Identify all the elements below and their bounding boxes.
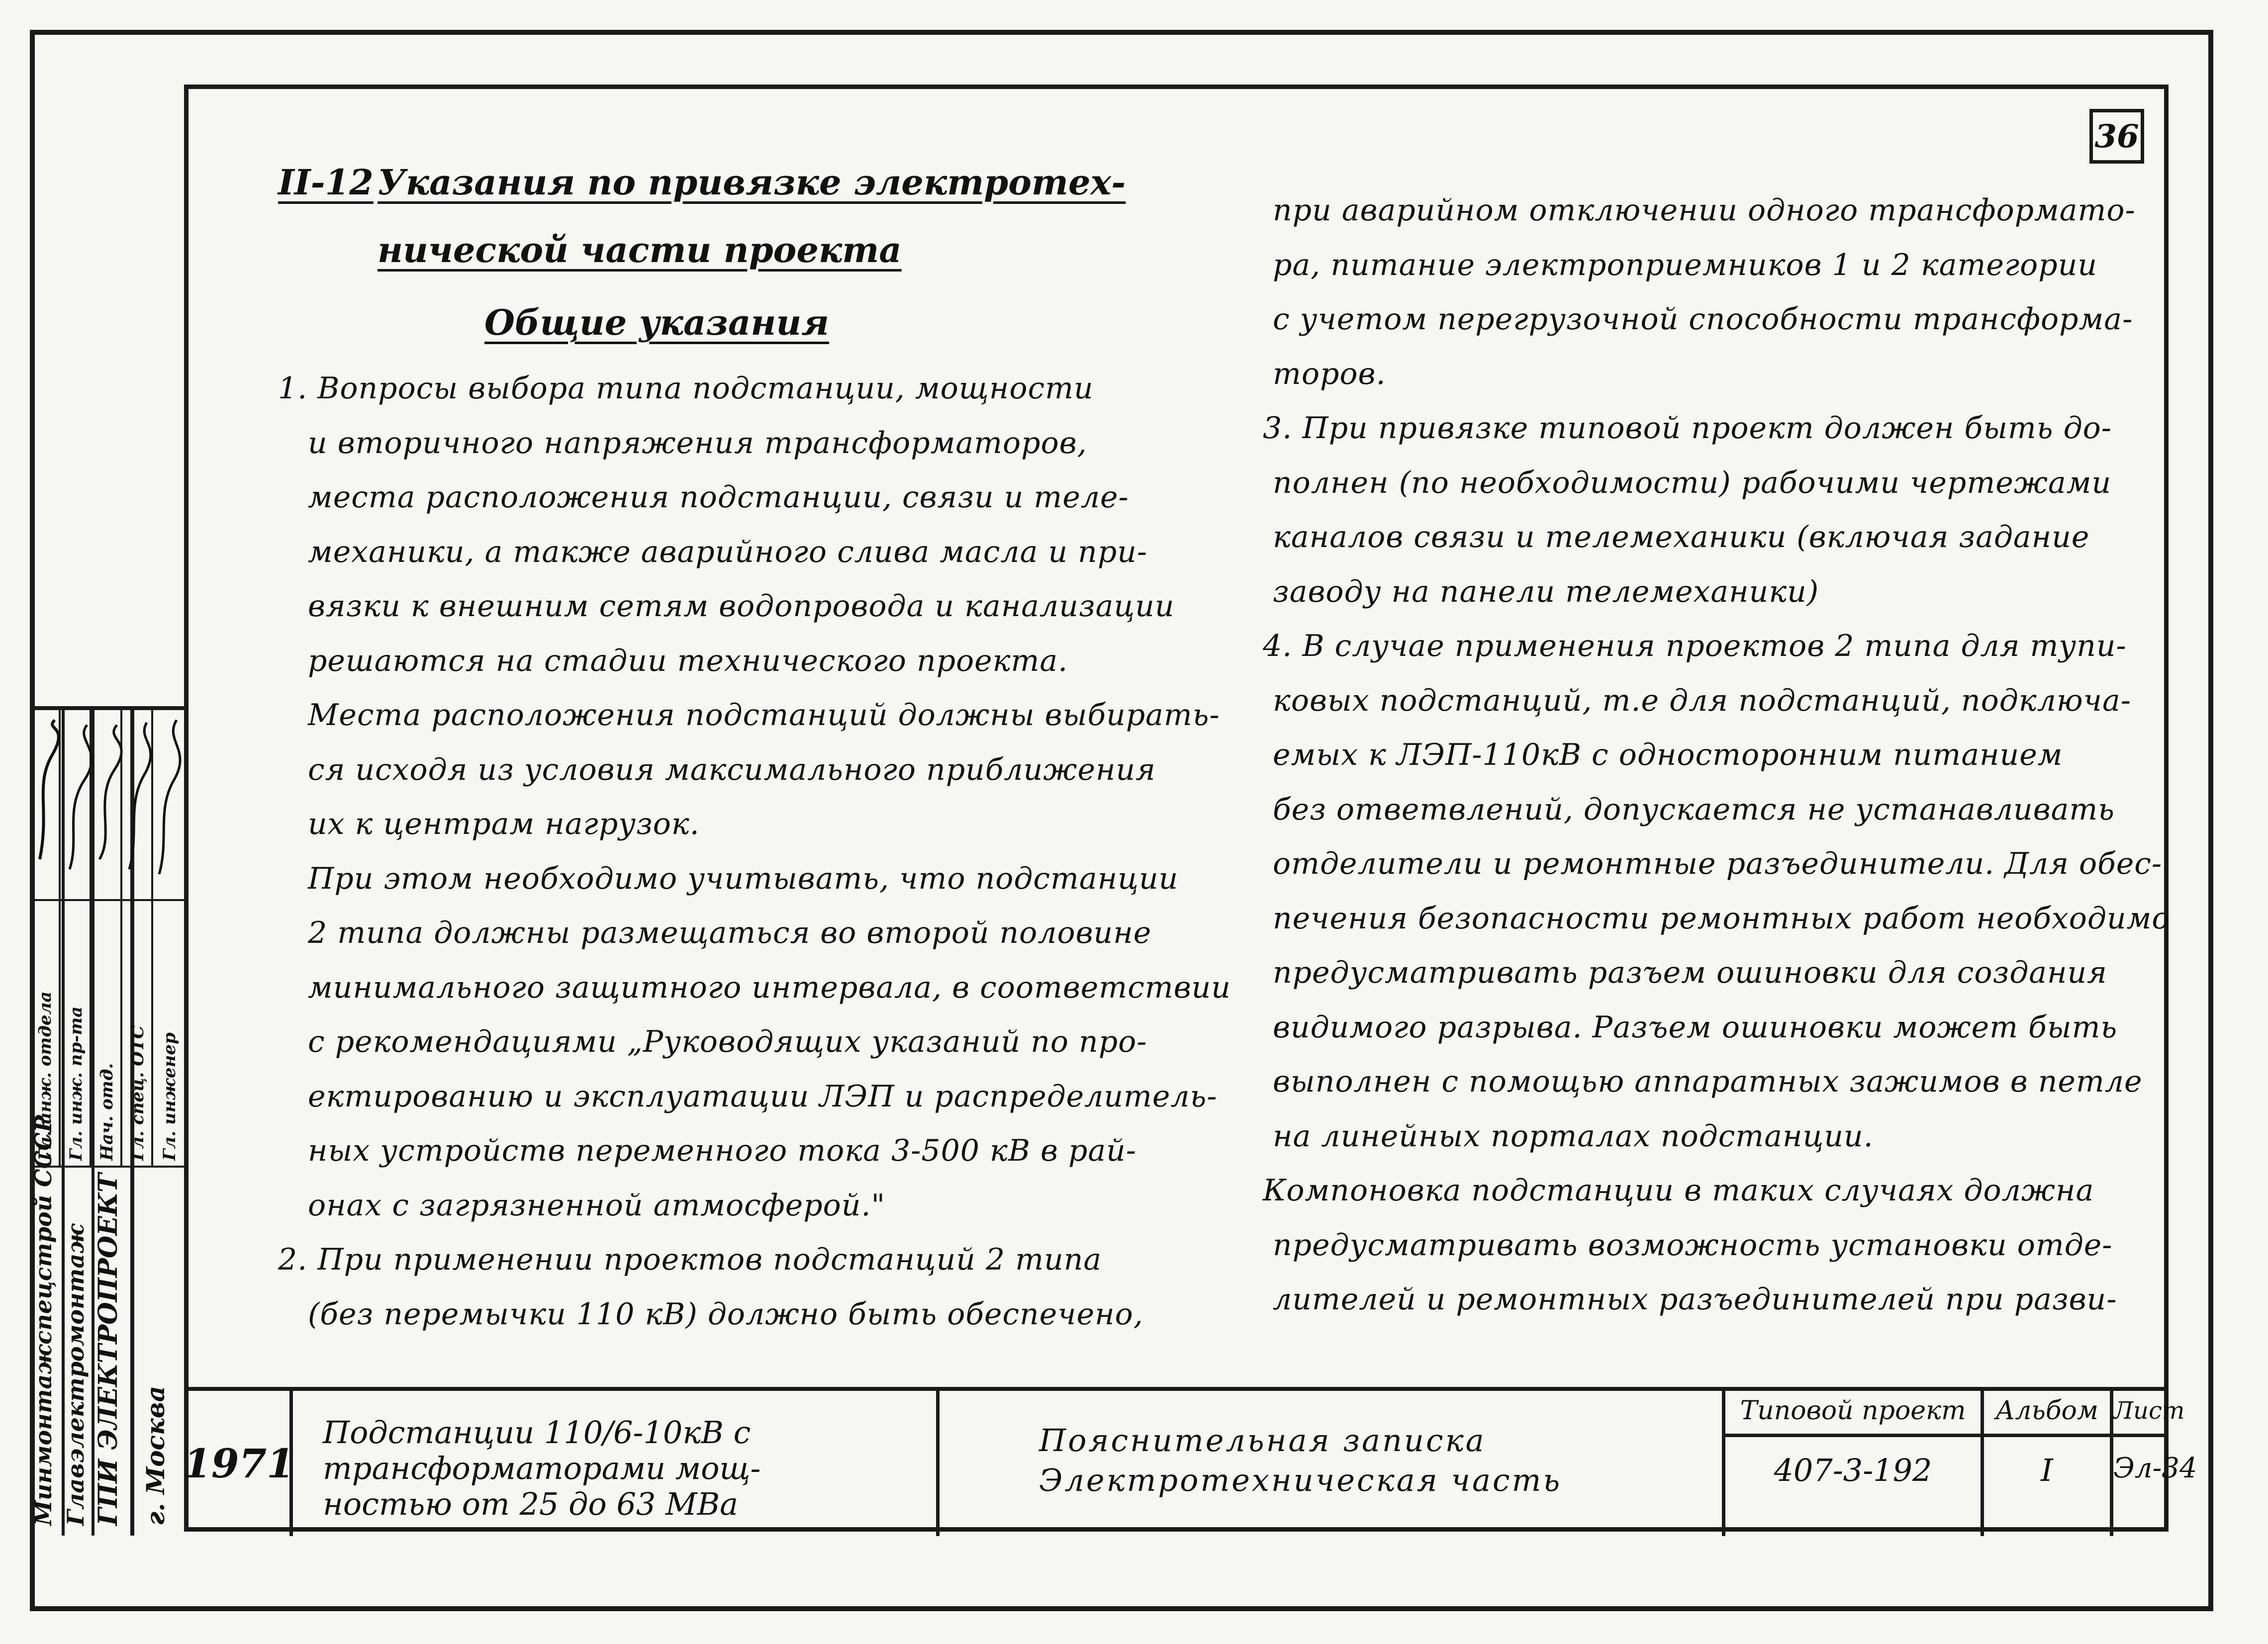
text-line: ся исходя из условия максимального приближения: [308, 752, 1156, 787]
text-line: При этом необходимо учитывать, что подстанции: [308, 861, 1179, 896]
text-line: с рекомендациями „Руководящих указаний по про-: [308, 1024, 1147, 1059]
year: 1971: [189, 1391, 293, 1536]
text-line: 2. При применении проектов подстанций 2 типа: [278, 1242, 1102, 1277]
text-line: отделители и ремонтные разъединители. Для обес-: [1273, 846, 2163, 881]
text-line: предусматривать разъем ошиновки для создания: [1273, 955, 2107, 990]
stamp-org-3: ГПИ ЭЛЕКТРОПРОЕКТ: [93, 1173, 123, 1526]
subheading: Общие указания: [484, 302, 829, 343]
text-line: печения безопасности ремонтных работ необходимо: [1273, 901, 2171, 936]
text-line: при аварийном отключении одного трансформато-: [1273, 193, 2136, 228]
left-text-block: [278, 362, 1231, 1342]
text-line: каналов связи и телемеханики (включая задание: [1273, 520, 2090, 554]
text-line: решаются на стадии технического проекта.: [308, 643, 1068, 678]
album-label: Альбом: [1984, 1391, 2110, 1437]
signature-scribbles: [30, 710, 184, 899]
title-line-2: нической части проекта: [378, 229, 902, 271]
text-line: 2 типа должны размещаться во второй половине: [308, 915, 1152, 950]
text-line: предусматривать возможность установки отде-: [1273, 1227, 2113, 1263]
project-cell: [1725, 1391, 1984, 1536]
text-line: и вторичного напряжения трансформаторов,: [308, 425, 1087, 460]
stamp-org-2: Главэлектромонтаж: [62, 1223, 89, 1526]
text-line: торов.: [1273, 356, 1386, 391]
project-label: Типовой проект: [1725, 1391, 1981, 1437]
text-line: лителей и ремонтных разъединителей при разви-: [1273, 1282, 2117, 1317]
document-name: Пояснительная записка Электротехническая часть: [940, 1391, 1725, 1536]
text-line: Компоновка подстанции в таких случаях должна: [1263, 1173, 2094, 1208]
drawing-title: Подстанции 110/6-10кВ с трансформаторами мощ- ностью от 25 до 63 МВа: [293, 1391, 940, 1536]
project-number: 407-3-192: [1774, 1452, 1932, 1488]
text-line: онах с загрязненной атмосферой.": [308, 1187, 886, 1223]
page-number: 36: [2089, 109, 2144, 164]
title-line-1: Указания по привязке электротех-: [378, 162, 1126, 203]
text-line: ектированию и эксплуатации ЛЭП и распределитель-: [308, 1079, 1218, 1114]
section-number: II-12: [278, 162, 374, 203]
sheet-frame: [184, 85, 2197, 1532]
text-line: их к центрам нагрузок.: [308, 807, 700, 841]
text-line: места расположения подстанции, связи и теле-: [308, 480, 1129, 515]
text-line: Места расположения подстанций должны выбирать-: [308, 698, 1220, 732]
organization-stamp: [30, 706, 184, 1536]
text-line: без ответвлений, допускается не устанавливать: [1273, 792, 2115, 827]
sheet-number: Эл-34: [2113, 1452, 2197, 1484]
stamp-org-1: Минмонтажспецстрой СССР: [30, 1115, 57, 1526]
text-line: емых к ЛЭП-110кВ с односторонним питанием: [1273, 737, 2063, 772]
text-line: полнен (по необходимости) рабочими чертежами: [1273, 465, 2112, 500]
text-line: 1. Вопросы выбора типа подстанции, мощности: [278, 371, 1094, 406]
text-line: на линейных порталах подстанции.: [1273, 1118, 1874, 1154]
stamp-org-4: г. Москва: [141, 1385, 170, 1526]
text-line: 3. При привязке типовой проект должен быть до-: [1263, 411, 2112, 446]
text-line: ковых подстанций, т.е для подстанций, подключа-: [1273, 683, 2132, 718]
text-line: ра, питание электроприемников 1 и 2 категории: [1273, 247, 2097, 282]
text-line: (без перемычки 110 кВ) должно быть обеспечено,: [308, 1296, 1143, 1332]
text-line: минимального защитного интервала, в соответствии: [308, 970, 1231, 1005]
text-line: 4. В случае применения проектов 2 типа для тупи-: [1263, 629, 2127, 663]
signature-grid: Гл. инж. отдела Гл. инж. пр-та Нач. отд. Гл. спец. ОТС Гл. инженер: [30, 710, 184, 1168]
section-title: [278, 149, 1223, 216]
right-column: [1263, 183, 2171, 1327]
text-line: механики, а также аварийного слива масла и при-: [308, 534, 1148, 569]
title-block: [184, 1387, 2197, 1540]
text-line: вязки к внешним сетям водопровода и канализации: [308, 589, 1175, 624]
sheet-cell: [2113, 1391, 2197, 1536]
text-line: ных устройств переменного тока 3-500 кВ в рай-: [308, 1133, 1137, 1168]
sheet-label: Лист: [2113, 1391, 2164, 1437]
text-line: выполнен с помощью аппаратных зажимов в петле: [1273, 1064, 2143, 1099]
text-line: видимого разрыва. Разъем ошиновки может быть: [1273, 1009, 2118, 1045]
left-column: [278, 149, 1231, 1342]
album-number: I: [2041, 1452, 2053, 1488]
text-line: с учетом перегрузочной способности трансформа-: [1273, 302, 2133, 337]
album-cell: [1984, 1391, 2113, 1536]
text-line: заводу на панели телемеханики): [1273, 574, 1819, 609]
